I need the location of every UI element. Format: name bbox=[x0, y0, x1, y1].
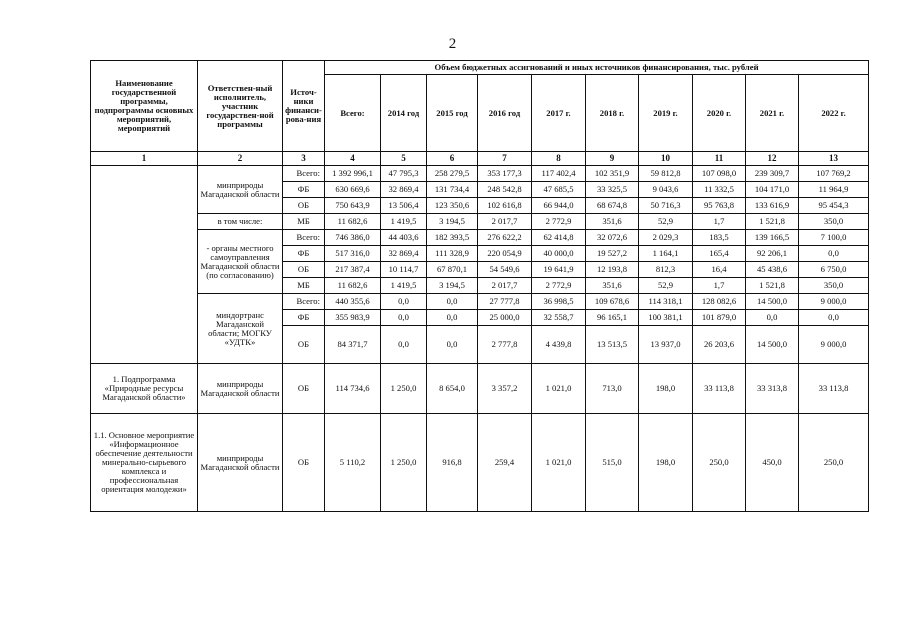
header-year: 2018 г. bbox=[586, 75, 639, 152]
table-row bbox=[91, 230, 869, 246]
value-cell: 515,0 bbox=[586, 414, 639, 512]
header-year: 2014 год bbox=[381, 75, 427, 152]
value-cell: 107 769,2 bbox=[799, 166, 869, 182]
value-cell: 92 206,1 bbox=[746, 246, 799, 262]
value-cell: 52,9 bbox=[639, 278, 693, 294]
value-cell: 440 355,6 bbox=[325, 294, 381, 310]
value-cell: 750 643,9 bbox=[325, 198, 381, 214]
value-cell: 67 870,1 bbox=[427, 262, 478, 278]
responsible-cell: минприроды Магаданской области bbox=[198, 414, 283, 512]
value-cell: 11 964,9 bbox=[799, 182, 869, 198]
header-year: 2019 г. bbox=[639, 75, 693, 152]
source-cell: МБ bbox=[283, 214, 325, 230]
page-number: 2 bbox=[448, 36, 457, 52]
value-cell: 916,8 bbox=[427, 414, 478, 512]
value-cell: 630 669,6 bbox=[325, 182, 381, 198]
value-cell: 26 203,6 bbox=[693, 326, 746, 364]
value-cell: 9 043,6 bbox=[639, 182, 693, 198]
value-cell: 1 250,0 bbox=[381, 414, 427, 512]
value-cell: 4 439,8 bbox=[532, 326, 586, 364]
table-row bbox=[91, 294, 869, 310]
value-cell: 27 777,8 bbox=[478, 294, 532, 310]
value-cell: 1 250,0 bbox=[381, 364, 427, 414]
header-year: 2016 год bbox=[478, 75, 532, 152]
header-year: 2017 г. bbox=[532, 75, 586, 152]
value-cell: 2 017,7 bbox=[478, 214, 532, 230]
table-row bbox=[91, 214, 869, 230]
value-cell: 746 386,0 bbox=[325, 230, 381, 246]
value-cell: 1 021,0 bbox=[532, 364, 586, 414]
value-cell: 133 616,9 bbox=[746, 198, 799, 214]
value-cell: 11 682,6 bbox=[325, 214, 381, 230]
value-cell: 47 685,5 bbox=[532, 182, 586, 198]
source-cell: МБ bbox=[283, 278, 325, 294]
subprogram-name: 1. Подпрограмма «Природные ресурсы Магаданской области» bbox=[91, 364, 198, 414]
value-cell: 713,0 bbox=[586, 364, 639, 414]
value-cell: 13 937,0 bbox=[639, 326, 693, 364]
value-cell: 114 734,6 bbox=[325, 364, 381, 414]
value-cell: 353 177,3 bbox=[478, 166, 532, 182]
value-cell: 114 318,1 bbox=[639, 294, 693, 310]
value-cell: 248 542,8 bbox=[478, 182, 532, 198]
column-number: 12 bbox=[746, 152, 799, 166]
header-responsible: Ответствен-ный исполнитель, участник государствен-ной программы bbox=[198, 61, 283, 152]
value-cell: 217 387,4 bbox=[325, 262, 381, 278]
value-cell: 104 171,0 bbox=[746, 182, 799, 198]
value-cell: 1 419,5 bbox=[381, 214, 427, 230]
value-cell: 220 054,9 bbox=[478, 246, 532, 262]
value-cell: 107 098,0 bbox=[693, 166, 746, 182]
responsible-cell: минприроды Магаданской области bbox=[198, 166, 283, 214]
source-cell: ФБ bbox=[283, 182, 325, 198]
value-cell: 1,7 bbox=[693, 214, 746, 230]
source-cell: ОБ bbox=[283, 198, 325, 214]
value-cell: 54 549,6 bbox=[478, 262, 532, 278]
value-cell: 40 000,0 bbox=[532, 246, 586, 262]
value-cell: 1 021,0 bbox=[532, 414, 586, 512]
value-cell: 0,0 bbox=[427, 326, 478, 364]
value-cell: 250,0 bbox=[799, 414, 869, 512]
value-cell: 450,0 bbox=[746, 414, 799, 512]
value-cell: 350,0 bbox=[799, 278, 869, 294]
value-cell: 36 998,5 bbox=[532, 294, 586, 310]
value-cell: 12 193,8 bbox=[586, 262, 639, 278]
value-cell: 0,0 bbox=[381, 294, 427, 310]
value-cell: 131 734,4 bbox=[427, 182, 478, 198]
value-cell: 50 716,3 bbox=[639, 198, 693, 214]
value-cell: 198,0 bbox=[639, 364, 693, 414]
value-cell: 139 166,5 bbox=[746, 230, 799, 246]
value-cell: 13 506,4 bbox=[381, 198, 427, 214]
value-cell: 19 527,2 bbox=[586, 246, 639, 262]
value-cell: 1,7 bbox=[693, 278, 746, 294]
value-cell: 95 763,8 bbox=[693, 198, 746, 214]
value-cell: 33 113,8 bbox=[693, 364, 746, 414]
value-cell: 16,4 bbox=[693, 262, 746, 278]
value-cell: 276 622,2 bbox=[478, 230, 532, 246]
value-cell: 25 000,0 bbox=[478, 310, 532, 326]
value-cell: 239 309,7 bbox=[746, 166, 799, 182]
value-cell: 84 371,7 bbox=[325, 326, 381, 364]
activity-name: 1.1. Основное мероприятие «Информационное обеспечение деятельности минерально-сырьевого комплекса и профессиональная ориентация молодежи» bbox=[91, 414, 198, 512]
value-cell: 123 350,6 bbox=[427, 198, 478, 214]
responsible-cell: миндортранс Магаданской области; МОГКУ «УДТК» bbox=[198, 294, 283, 364]
source-cell: Всего: bbox=[283, 166, 325, 182]
header-name: Наименование государственной программы, подпрограммы основных мероприятий, мероприятий bbox=[91, 61, 198, 152]
value-cell: 0,0 bbox=[799, 246, 869, 262]
table-row bbox=[91, 166, 869, 182]
value-cell: 45 438,6 bbox=[746, 262, 799, 278]
value-cell: 0,0 bbox=[427, 294, 478, 310]
column-number: 6 bbox=[427, 152, 478, 166]
value-cell: 117 402,4 bbox=[532, 166, 586, 182]
value-cell: 14 500,0 bbox=[746, 294, 799, 310]
value-cell: 32 072,6 bbox=[586, 230, 639, 246]
value-cell: 3 357,2 bbox=[478, 364, 532, 414]
value-cell: 5 110,2 bbox=[325, 414, 381, 512]
value-cell: 250,0 bbox=[693, 414, 746, 512]
value-cell: 350,0 bbox=[799, 214, 869, 230]
value-cell: 183,5 bbox=[693, 230, 746, 246]
value-cell: 258 279,5 bbox=[427, 166, 478, 182]
value-cell: 59 812,8 bbox=[639, 166, 693, 182]
value-cell: 7 100,0 bbox=[799, 230, 869, 246]
value-cell: 111 328,9 bbox=[427, 246, 478, 262]
value-cell: 3 194,5 bbox=[427, 214, 478, 230]
value-cell: 6 750,0 bbox=[799, 262, 869, 278]
value-cell: 351,6 bbox=[586, 278, 639, 294]
column-number: 3 bbox=[283, 152, 325, 166]
value-cell: 10 114,7 bbox=[381, 262, 427, 278]
header-year: 2015 год bbox=[427, 75, 478, 152]
value-cell: 32 869,4 bbox=[381, 182, 427, 198]
budget-table bbox=[90, 60, 869, 512]
value-cell: 68 674,8 bbox=[586, 198, 639, 214]
value-cell: 47 795,3 bbox=[381, 166, 427, 182]
value-cell: 100 381,1 bbox=[639, 310, 693, 326]
value-cell: 355 983,9 bbox=[325, 310, 381, 326]
column-number: 11 bbox=[693, 152, 746, 166]
value-cell: 33 325,5 bbox=[586, 182, 639, 198]
responsible-cell: в том числе: bbox=[198, 214, 283, 230]
value-cell: 8 654,0 bbox=[427, 364, 478, 414]
value-cell: 0,0 bbox=[381, 326, 427, 364]
header-year: 2021 г. bbox=[746, 75, 799, 152]
value-cell: 165,4 bbox=[693, 246, 746, 262]
value-cell: 1 521,8 bbox=[746, 278, 799, 294]
responsible-cell: минприроды Магаданской области bbox=[198, 364, 283, 414]
value-cell: 44 403,6 bbox=[381, 230, 427, 246]
value-cell: 109 678,6 bbox=[586, 294, 639, 310]
value-cell: 2 029,3 bbox=[639, 230, 693, 246]
column-number: 4 bbox=[325, 152, 381, 166]
source-cell: ОБ bbox=[283, 326, 325, 364]
value-cell: 66 944,0 bbox=[532, 198, 586, 214]
value-cell: 9 000,0 bbox=[799, 326, 869, 364]
responsible-cell: - органы местного самоуправления Магаданской области (по согласованию) bbox=[198, 230, 283, 294]
value-cell: 32 558,7 bbox=[532, 310, 586, 326]
source-cell: ОБ bbox=[283, 262, 325, 278]
value-cell: 1 164,1 bbox=[639, 246, 693, 262]
value-cell: 2 772,9 bbox=[532, 214, 586, 230]
value-cell: 198,0 bbox=[639, 414, 693, 512]
source-cell: ОБ bbox=[283, 364, 325, 414]
table-row bbox=[91, 364, 869, 414]
source-cell: ФБ bbox=[283, 310, 325, 326]
value-cell: 1 521,8 bbox=[746, 214, 799, 230]
value-cell: 32 869,4 bbox=[381, 246, 427, 262]
value-cell: 33 113,8 bbox=[799, 364, 869, 414]
table-row bbox=[91, 414, 869, 512]
column-number: 5 bbox=[381, 152, 427, 166]
value-cell: 52,9 bbox=[639, 214, 693, 230]
source-cell: ОБ bbox=[283, 414, 325, 512]
value-cell: 11 682,6 bbox=[325, 278, 381, 294]
header-year: 2022 г. bbox=[799, 75, 869, 152]
value-cell: 102 351,9 bbox=[586, 166, 639, 182]
value-cell: 2 017,7 bbox=[478, 278, 532, 294]
header-year: 2020 г. bbox=[693, 75, 746, 152]
value-cell: 2 772,9 bbox=[532, 278, 586, 294]
value-cell: 0,0 bbox=[381, 310, 427, 326]
source-cell: Всего: bbox=[283, 230, 325, 246]
value-cell: 0,0 bbox=[746, 310, 799, 326]
value-cell: 2 777,8 bbox=[478, 326, 532, 364]
header-source: Источ-ники финанси-рова-ния bbox=[283, 61, 325, 152]
value-cell: 62 414,8 bbox=[532, 230, 586, 246]
value-cell: 812,3 bbox=[639, 262, 693, 278]
column-number: 10 bbox=[639, 152, 693, 166]
value-cell: 3 194,5 bbox=[427, 278, 478, 294]
value-cell: 1 392 996,1 bbox=[325, 166, 381, 182]
value-cell: 102 616,8 bbox=[478, 198, 532, 214]
source-cell: Всего: bbox=[283, 294, 325, 310]
header-volume-title: Объем бюджетных ассигнований и иных источников финансирования, тыс. рублей bbox=[325, 61, 869, 75]
value-cell: 0,0 bbox=[799, 310, 869, 326]
value-cell: 33 313,8 bbox=[746, 364, 799, 414]
value-cell: 1 419,5 bbox=[381, 278, 427, 294]
value-cell: 14 500,0 bbox=[746, 326, 799, 364]
value-cell: 11 332,5 bbox=[693, 182, 746, 198]
value-cell: 517 316,0 bbox=[325, 246, 381, 262]
value-cell: 128 082,6 bbox=[693, 294, 746, 310]
value-cell: 0,0 bbox=[427, 310, 478, 326]
value-cell: 96 165,1 bbox=[586, 310, 639, 326]
column-number: 8 bbox=[532, 152, 586, 166]
header-year: Всего: bbox=[325, 75, 381, 152]
value-cell: 182 393,5 bbox=[427, 230, 478, 246]
column-numbers-row bbox=[91, 152, 869, 166]
program-name-cell bbox=[91, 166, 198, 364]
column-number: 13 bbox=[799, 152, 869, 166]
value-cell: 101 879,0 bbox=[693, 310, 746, 326]
column-number: 2 bbox=[198, 152, 283, 166]
value-cell: 13 513,5 bbox=[586, 326, 639, 364]
value-cell: 9 000,0 bbox=[799, 294, 869, 310]
column-number: 1 bbox=[91, 152, 198, 166]
column-number: 7 bbox=[478, 152, 532, 166]
value-cell: 19 641,9 bbox=[532, 262, 586, 278]
column-number: 9 bbox=[586, 152, 639, 166]
value-cell: 259,4 bbox=[478, 414, 532, 512]
value-cell: 95 454,3 bbox=[799, 198, 869, 214]
value-cell: 351,6 bbox=[586, 214, 639, 230]
source-cell: ФБ bbox=[283, 246, 325, 262]
